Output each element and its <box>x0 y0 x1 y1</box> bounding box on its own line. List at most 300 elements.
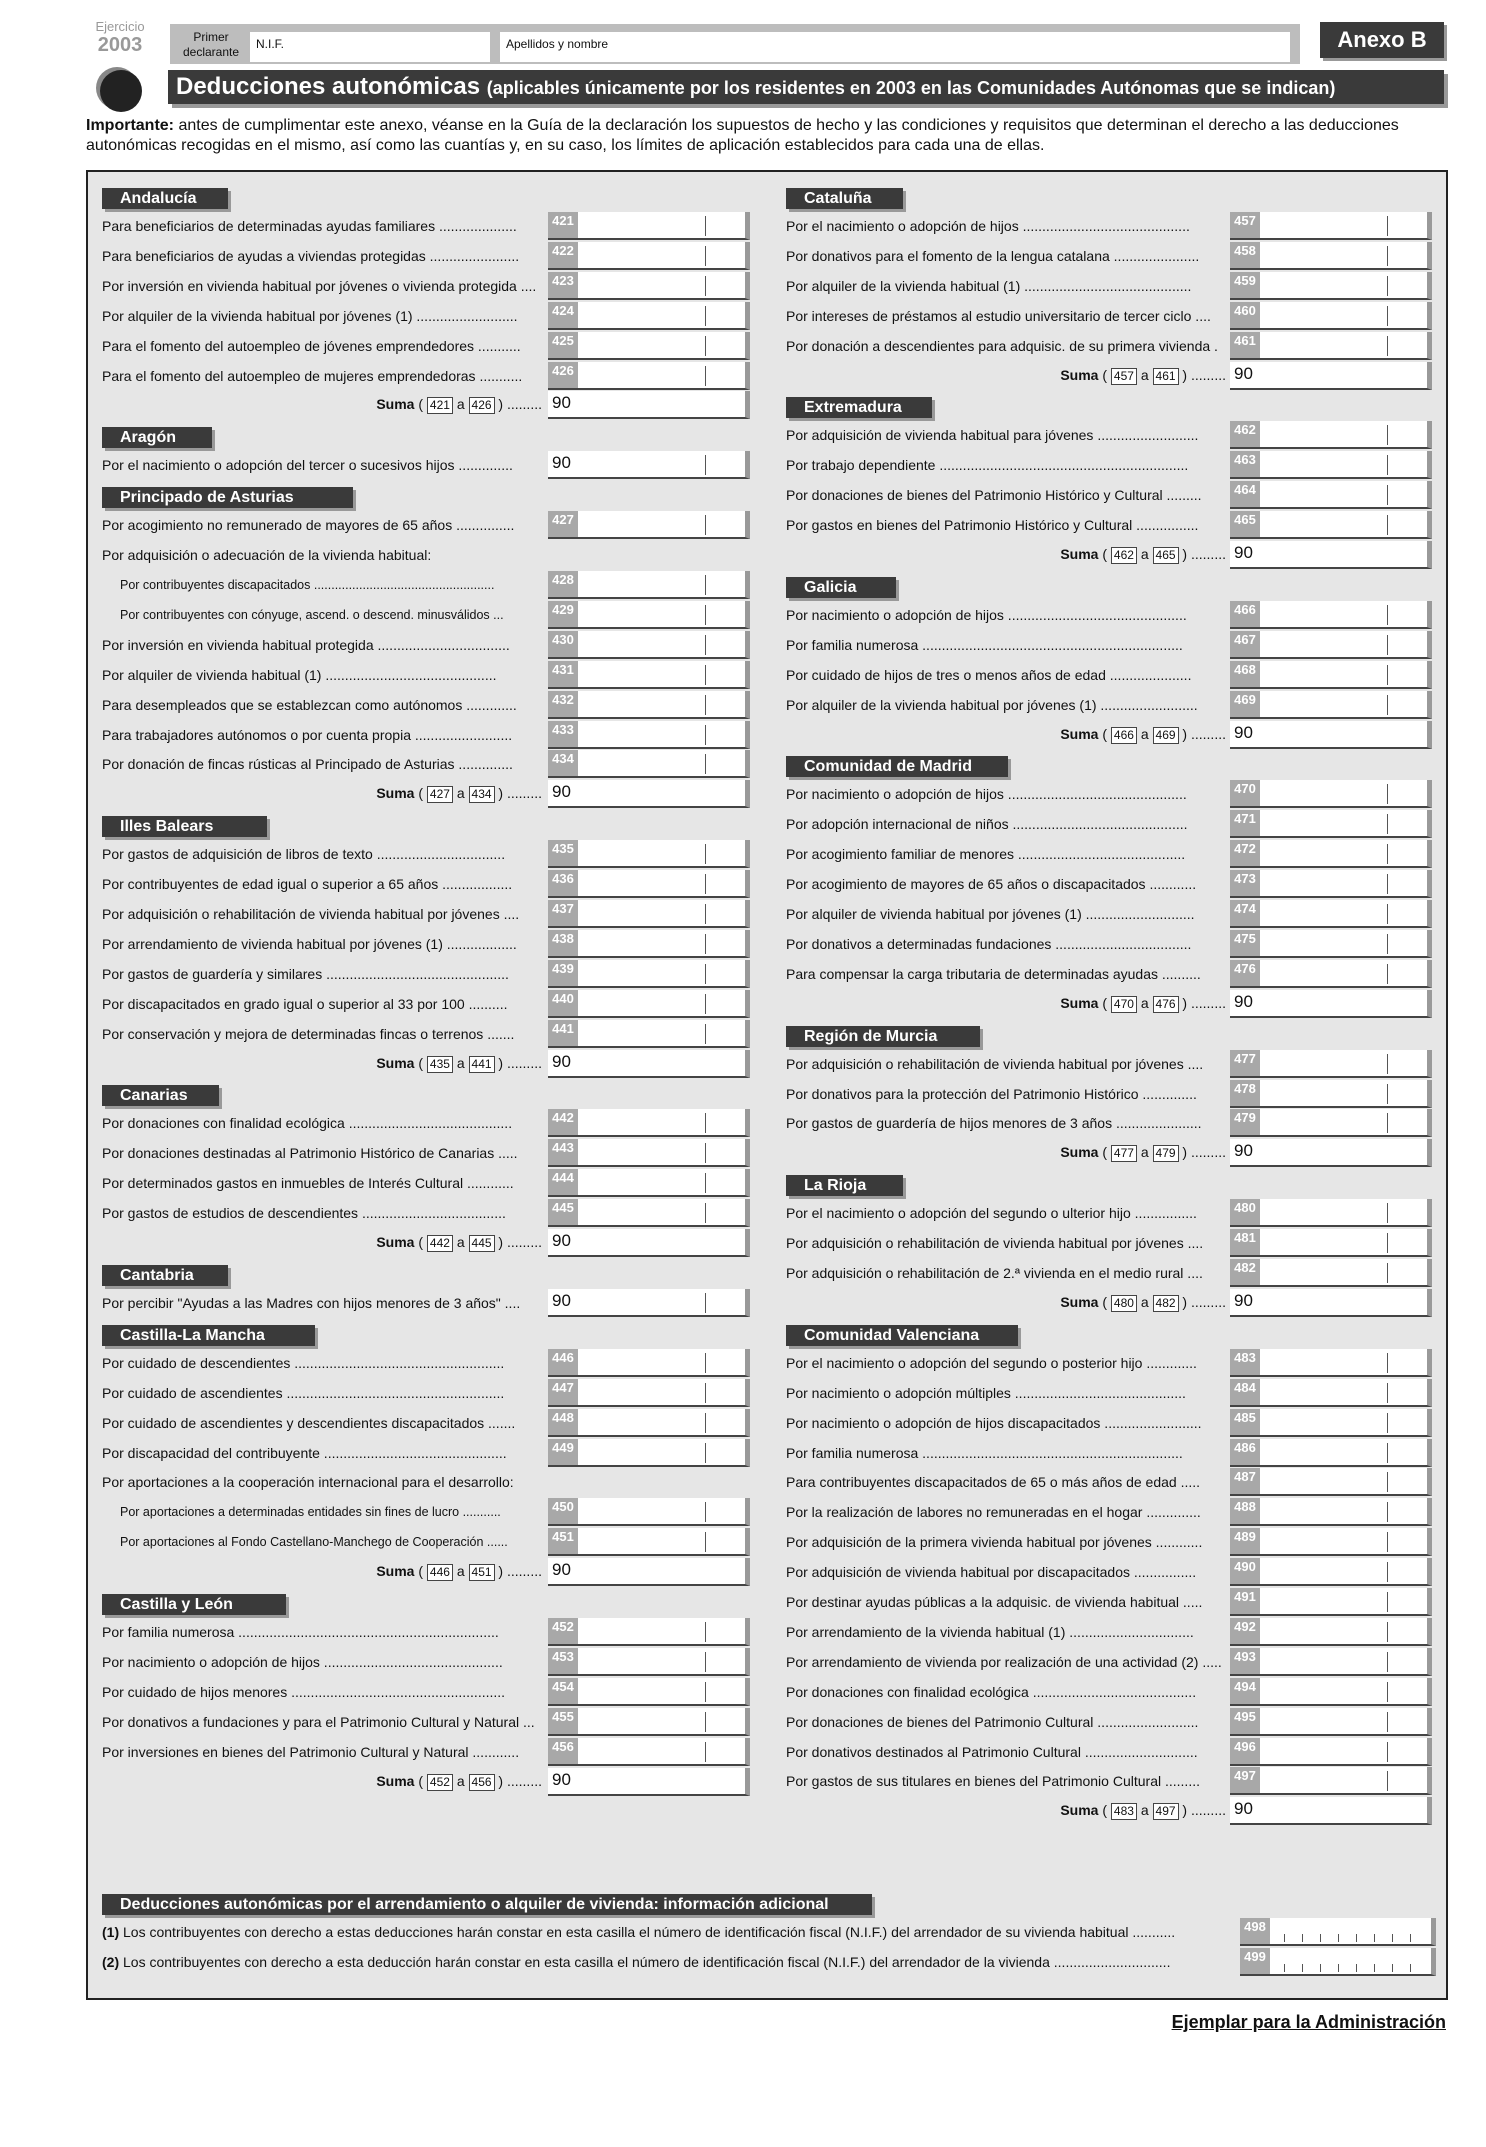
box-code-471: 471 <box>1230 810 1260 836</box>
suma-value: 90 <box>1234 722 1253 742</box>
nif-arrendador-box-499[interactable] <box>1240 1948 1436 1976</box>
box-separator <box>705 366 706 386</box>
row-label: Por donaciones de bienes del Patrimonio Histórico y Cultural ......... <box>786 487 1202 504</box>
box-code-470: 470 <box>1230 780 1260 806</box>
box-separator <box>705 635 706 655</box>
box-code-462: 462 <box>1230 421 1260 447</box>
anexo-badge: Anexo B <box>1320 22 1444 58</box>
entry-box-487[interactable] <box>1230 1468 1432 1496</box>
box-separator <box>1387 306 1388 326</box>
section-comunidad-de-madrid: Comunidad de Madrid <box>786 756 1008 777</box>
suma-box[interactable] <box>1230 541 1432 569</box>
entry-box-443[interactable] <box>548 1139 750 1167</box>
box-separator <box>1387 1592 1388 1612</box>
nif-digit-tick <box>1302 1934 1303 1942</box>
suma-box[interactable] <box>548 1768 750 1796</box>
adicional-text: Los contribuyentes con derecho a esta deducción harán constar en esta casilla el número de identificación fiscal (N.I.F.) del arrendador de la vivienda .............................. <box>123 1954 1171 1970</box>
entry-box-459[interactable] <box>1230 272 1432 300</box>
entry-box-451[interactable] <box>548 1528 750 1556</box>
entry-box-482[interactable] <box>1230 1259 1432 1287</box>
entry-box-467[interactable] <box>1230 631 1432 659</box>
box-separator <box>1387 605 1388 625</box>
box-separator <box>1387 1532 1388 1552</box>
row-label: Por el nacimiento o adopción del segundo o posterior hijo ............. <box>786 1354 1197 1371</box>
entry-box-425[interactable] <box>548 332 750 360</box>
nif-field[interactable] <box>250 32 490 62</box>
entry-box-462[interactable] <box>1230 421 1432 449</box>
box-separator <box>705 1143 706 1163</box>
box-separator <box>705 1742 706 1762</box>
box-code-429: 429 <box>548 601 578 627</box>
nif-digit-tick <box>1410 1934 1411 1942</box>
suma-from-code: 457 <box>1111 368 1137 385</box>
box-code-439: 439 <box>548 960 578 986</box>
box-separator <box>1387 784 1388 804</box>
box-separator <box>705 1383 706 1403</box>
suma-label: Suma <box>376 1563 415 1580</box>
row-label: Por familia numerosa ................................................................... <box>786 1444 1183 1461</box>
suma-value: 90 <box>1234 1799 1253 1819</box>
apellidos-field[interactable] <box>500 32 1290 62</box>
row-label: Por gastos de sus titulares en bienes del Patrimonio Cultural ......... <box>786 1773 1200 1790</box>
entry-box-472[interactable] <box>1230 840 1432 868</box>
suma-box[interactable] <box>548 1229 750 1257</box>
box-code-485: 485 <box>1230 1409 1260 1435</box>
box-code-426: 426 <box>548 362 578 388</box>
entry-box-439[interactable] <box>548 960 750 988</box>
suma-value: 90 <box>552 782 571 802</box>
suma-from-code: 442 <box>427 1235 453 1252</box>
suma-box[interactable] <box>548 780 750 808</box>
row-label: Por destinar ayudas públicas a la adquisic. de vivienda habitual ..... <box>786 1594 1203 1610</box>
row-label: Para beneficiarios de determinadas ayudas familiares .................... <box>102 218 517 234</box>
suma-box[interactable] <box>1230 1139 1432 1167</box>
box-code-457: 457 <box>1230 212 1260 238</box>
box-separator <box>705 1443 706 1463</box>
nif-digit-tick <box>1320 1934 1321 1942</box>
box-code-488: 488 <box>1230 1498 1260 1524</box>
row-label: Por inversión en vivienda habitual por jóvenes o vivienda protegida .... <box>102 277 537 294</box>
suma-to-code: 461 <box>1153 368 1179 385</box>
suma-from-code: 477 <box>1111 1145 1137 1162</box>
entry-box-454[interactable] <box>548 1678 750 1706</box>
box-code-497: 497 <box>1230 1767 1260 1793</box>
entry-box-486[interactable] <box>1230 1439 1432 1467</box>
box-separator <box>1387 1562 1388 1582</box>
section-illes-balears: Illes Balears <box>102 816 267 837</box>
row-label: Por adquisición de vivienda habitual por discapacitados ................ <box>786 1564 1197 1581</box>
entry-box-441[interactable] <box>548 1020 750 1048</box>
entry-box-474[interactable] <box>1230 900 1432 928</box>
entry-box-476[interactable] <box>1230 960 1432 988</box>
suma-value: 90 <box>552 1051 571 1071</box>
entry-box-450[interactable] <box>548 1498 750 1526</box>
nif-label: N.I.F. <box>256 37 285 51</box>
suma-a: a <box>1140 366 1149 383</box>
box-separator <box>1387 695 1388 715</box>
entry-box-429[interactable] <box>548 601 750 629</box>
entry-box-492[interactable] <box>1230 1618 1432 1646</box>
entry-box-464[interactable] <box>1230 481 1432 509</box>
entry-box-455[interactable] <box>548 1708 750 1736</box>
entry-box-461[interactable] <box>1230 332 1432 360</box>
box-code-424: 424 <box>548 302 578 328</box>
entry-box-473[interactable] <box>1230 870 1432 898</box>
suma-box[interactable] <box>1230 362 1432 390</box>
entry-box-435[interactable] <box>548 840 750 868</box>
suma-row: Suma ( 483 a 497 ) ......... <box>1060 1802 1226 1819</box>
entry-box-446[interactable] <box>548 1349 750 1377</box>
row-label: Por aportaciones al Fondo Castellano-Manchego de Cooperación ...... <box>120 1535 508 1550</box>
entry-box-424[interactable] <box>548 302 750 330</box>
entry-box-438[interactable] <box>548 930 750 958</box>
suma-box[interactable] <box>1230 1797 1432 1825</box>
row-label: Por donativos para la protección del Patrimonio Histórico .............. <box>786 1085 1197 1102</box>
suma-box[interactable] <box>1230 721 1432 749</box>
box-code-483: 483 <box>1230 1349 1260 1375</box>
suma-from-code: 466 <box>1111 727 1137 744</box>
box-separator <box>705 336 706 356</box>
entry-box-495[interactable] <box>1230 1708 1432 1736</box>
suma-from-code: 427 <box>427 786 453 803</box>
box-separator <box>1387 246 1388 266</box>
entry-box-490[interactable] <box>1230 1558 1432 1586</box>
box-separator <box>705 695 706 715</box>
entry-box-478[interactable] <box>1230 1080 1432 1108</box>
box-separator <box>1387 814 1388 834</box>
box-value: 90 <box>552 1290 571 1310</box>
box-code-458: 458 <box>1230 242 1260 268</box>
entry-box-449[interactable] <box>548 1439 750 1467</box>
suma-a: a <box>456 1234 465 1250</box>
row-label: Por determinados gastos en inmuebles de Interés Cultural ............ <box>102 1175 514 1192</box>
entry-box-427[interactable] <box>548 511 750 539</box>
suma-a: a <box>1140 1802 1149 1819</box>
box-code-490: 490 <box>1230 1558 1260 1584</box>
suma-to-code: 451 <box>469 1564 495 1581</box>
box-separator <box>1387 665 1388 685</box>
box-separator <box>705 1024 706 1044</box>
row-label: Por discapacitados en grado igual o superior al 33 por 100 .......... <box>102 995 508 1012</box>
box-code-478: 478 <box>1230 1080 1260 1106</box>
nif-arrendador-box-498[interactable] <box>1240 1918 1436 1946</box>
box-code-476: 476 <box>1230 960 1260 986</box>
box-separator <box>1387 1742 1388 1762</box>
suma-from-code: 435 <box>427 1056 453 1073</box>
entry-box-value[interactable] <box>548 451 750 479</box>
box-code-450: 450 <box>548 1498 578 1524</box>
row-label: Por cuidado de ascendientes ........................................................ <box>102 1384 505 1401</box>
nif-digit-tick <box>1284 1934 1285 1942</box>
box-separator <box>705 844 706 864</box>
suma-label: Suma <box>376 396 415 413</box>
row-label: Por conservación y mejora de determinadas fincas o terrenos ....... <box>102 1025 515 1042</box>
box-code-468: 468 <box>1230 661 1260 687</box>
entry-box-485[interactable] <box>1230 1409 1432 1437</box>
box-code-479: 479 <box>1230 1109 1260 1135</box>
box-separator <box>1387 336 1388 356</box>
entry-box-457[interactable] <box>1230 212 1432 240</box>
row-label: Por cuidado de descendientes ...................................................... <box>102 1354 505 1371</box>
box-separator <box>1387 1443 1388 1463</box>
entry-box-431[interactable] <box>548 661 750 689</box>
suma-row: Suma ( 477 a 479 ) ......... <box>1060 1144 1226 1161</box>
suma-row: Suma ( 442 a 445 ) ......... <box>376 1234 542 1250</box>
suma-to-code: 482 <box>1153 1295 1179 1312</box>
box-separator <box>1387 515 1388 535</box>
box-code-431: 431 <box>548 661 578 687</box>
row-label: Por gastos de adquisición de libros de texto ................................. <box>102 846 506 863</box>
suma-box[interactable] <box>548 1558 750 1586</box>
row-label: Para el fomento del autoempleo de mujeres emprendedoras ........... <box>102 367 523 384</box>
box-separator <box>1387 904 1388 924</box>
suma-value: 90 <box>552 1231 571 1250</box>
box-code-480: 480 <box>1230 1199 1260 1225</box>
box-code-453: 453 <box>548 1648 578 1674</box>
row-label: Por donativos destinados al Patrimonio Cultural ............................. <box>786 1743 1198 1760</box>
entry-box-494[interactable] <box>1230 1678 1432 1706</box>
entry-box-466[interactable] <box>1230 601 1432 629</box>
box-separator <box>1387 1712 1388 1732</box>
suma-to-code: 445 <box>469 1235 495 1252</box>
section-adicional: Deducciones autonómicas por el arrendamiento o alquiler de vivienda: información adicional <box>102 1894 872 1915</box>
section-principado-de-asturias: Principado de Asturias <box>102 487 353 508</box>
row-label: Por nacimiento o adopción múltiples ............................................ <box>786 1384 1186 1401</box>
row-label: Por contribuyentes de edad igual o superior a 65 años .................. <box>102 876 513 893</box>
row-label: Por adquisición de la primera vivienda habitual por jóvenes ............ <box>786 1534 1203 1551</box>
entry-box-448[interactable] <box>548 1409 750 1437</box>
box-code-443: 443 <box>548 1139 578 1165</box>
entry-box-444[interactable] <box>548 1169 750 1197</box>
entry-box-496[interactable] <box>1230 1738 1432 1766</box>
box-code-496: 496 <box>1230 1738 1260 1764</box>
section-canarias: Canarias <box>102 1085 219 1106</box>
suma-label: Suma <box>1060 994 1099 1011</box>
box-code-438: 438 <box>548 930 578 956</box>
box-separator <box>1387 874 1388 894</box>
suma-box[interactable] <box>548 391 750 419</box>
box-separator <box>1387 1502 1388 1522</box>
box-separator <box>1387 216 1388 236</box>
section-cantabria: Cantabria <box>102 1265 228 1286</box>
entry-box-463[interactable] <box>1230 451 1432 479</box>
entry-box-442[interactable] <box>548 1109 750 1137</box>
suma-row: Suma ( 466 a 469 ) ......... <box>1060 725 1226 742</box>
entry-box-436[interactable] <box>548 870 750 898</box>
suma-to-code: 476 <box>1153 996 1179 1013</box>
entry-box-479[interactable] <box>1230 1109 1432 1137</box>
entry-box-484[interactable] <box>1230 1379 1432 1407</box>
entry-box-434[interactable] <box>548 750 750 778</box>
entry-box-433[interactable] <box>548 721 750 749</box>
section-andalucia: Andalucía <box>102 188 228 209</box>
box-code-481: 481 <box>1230 1229 1260 1255</box>
box-separator <box>705 1652 706 1672</box>
nif-digit-tick <box>1392 1934 1393 1942</box>
suma-label: Suma <box>1060 366 1099 383</box>
row-label: Por donaciones con finalidad ecológica .......................................... <box>786 1683 1197 1700</box>
box-separator <box>1387 1113 1388 1133</box>
entry-box-440[interactable] <box>548 990 750 1018</box>
entry-box-468[interactable] <box>1230 661 1432 689</box>
suma-value: 90 <box>1234 1141 1253 1161</box>
suma-a: a <box>456 1772 465 1789</box>
row-label: Por familia numerosa ................................................................... <box>786 636 1183 653</box>
entry-box-477[interactable] <box>1230 1050 1432 1078</box>
box-separator <box>705 1622 706 1642</box>
box-code-441: 441 <box>548 1020 578 1046</box>
suma-a: a <box>1140 994 1149 1011</box>
entry-box-489[interactable] <box>1230 1528 1432 1556</box>
suma-value: 90 <box>1234 991 1253 1011</box>
box-separator <box>705 964 706 984</box>
entry-box-497[interactable] <box>1230 1767 1432 1795</box>
suma-row: Suma ( 427 a 434 ) ......... <box>376 785 542 802</box>
entry-box-value[interactable] <box>548 1289 750 1317</box>
entry-box-432[interactable] <box>548 691 750 719</box>
entry-box-452[interactable] <box>548 1618 750 1646</box>
box-code-436: 436 <box>548 870 578 896</box>
box-separator <box>1387 1084 1388 1104</box>
box-code-461: 461 <box>1230 332 1260 358</box>
box-separator <box>705 1682 706 1702</box>
suma-row: Suma ( 480 a 482 ) ......... <box>1060 1293 1226 1310</box>
suma-value: 90 <box>1234 1290 1253 1310</box>
row-label: Por donativos para el fomento de la lengua catalana ...................... <box>786 247 1200 264</box>
suma-a: a <box>1140 1293 1149 1310</box>
box-code-430: 430 <box>548 631 578 657</box>
row-label: Por donación de fincas rústicas al Principado de Asturias .............. <box>102 756 513 773</box>
entry-box-430[interactable] <box>548 631 750 659</box>
row-label: Por donativos a fundaciones y para el Patrimonio Cultural y Natural ... <box>102 1713 535 1730</box>
row-label: Por alquiler de la vivienda habitual por jóvenes (1) .......................... <box>102 307 518 324</box>
nif-digit-tick <box>1284 1964 1285 1972</box>
suma-a: a <box>456 785 465 802</box>
entry-box-456[interactable] <box>548 1738 750 1766</box>
row-label: Por gastos de guardería y similares ............................................... <box>102 965 509 982</box>
box-code-482: 482 <box>1230 1259 1260 1285</box>
entry-box-421[interactable] <box>548 212 750 240</box>
row-label: Para beneficiarios de ayudas a viviendas protegidas ....................... <box>102 247 520 264</box>
suma-value: 90 <box>552 1769 571 1789</box>
row-label: Por cuidado de hijos de tres o menos años de edad ..................... <box>786 666 1192 683</box>
suma-from-code: 480 <box>1111 1295 1137 1312</box>
entry-box-447[interactable] <box>548 1379 750 1407</box>
suma-from-code: 483 <box>1111 1803 1137 1820</box>
suma-row: Suma ( 421 a 426 ) ......... <box>376 396 542 413</box>
suma-box[interactable] <box>1230 1289 1432 1317</box>
entry-box-437[interactable] <box>548 900 750 928</box>
suma-to-code: 434 <box>469 786 495 803</box>
box-code-463: 463 <box>1230 451 1260 477</box>
suma-to-code: 426 <box>469 397 495 414</box>
entry-box-471[interactable] <box>1230 810 1432 838</box>
entry-box-445[interactable] <box>548 1199 750 1227</box>
entry-box-483[interactable] <box>1230 1349 1432 1377</box>
suma-box[interactable] <box>548 1050 750 1078</box>
section-la-rioja: La Rioja <box>786 1175 903 1196</box>
row-label: Por gastos de estudios de descendientes ..................................... <box>102 1205 506 1222</box>
adicional-row-label <box>102 1922 1232 1942</box>
row-label: Para contribuyentes discapacitados de 65 o más años de edad ..... <box>786 1474 1201 1491</box>
nif-digit-tick <box>1356 1964 1357 1972</box>
box-code-432: 432 <box>548 691 578 717</box>
row-label: Por arrendamiento de vivienda por realización de una actividad (2) ..... <box>786 1653 1222 1670</box>
entry-box-465[interactable] <box>1230 511 1432 539</box>
entry-box-453[interactable] <box>548 1648 750 1676</box>
box-code-487: 487 <box>1230 1468 1260 1494</box>
suma-value: 90 <box>552 393 571 413</box>
ejercicio-label <box>86 20 154 56</box>
row-label: Por trabajo dependiente ................................................................ <box>786 457 1189 474</box>
box-separator <box>705 1113 706 1133</box>
row-label: Por donación a descendientes para adquisic. de su primera vivienda . <box>786 337 1218 354</box>
nif-digit-tick <box>1374 1934 1375 1942</box>
box-separator <box>1387 425 1388 445</box>
row-label: Por donativos a determinadas fundaciones ................................... <box>786 935 1192 952</box>
suma-label: Suma <box>1060 725 1099 742</box>
ejercicio-year: 2003 <box>97 34 143 56</box>
row-label: Por alquiler de vivienda habitual por jóvenes (1) ............................ <box>786 906 1195 922</box>
box-code-477: 477 <box>1230 1050 1260 1076</box>
box-separator <box>705 904 706 924</box>
row-label: Por adquisición o rehabilitación de vivienda habitual por jóvenes .... <box>786 1055 1204 1072</box>
title-bar <box>168 70 1444 104</box>
page-title: Deducciones autonómicas <box>176 73 481 100</box>
entry-box-480[interactable] <box>1230 1199 1432 1227</box>
entry-box-423[interactable] <box>548 272 750 300</box>
ejercicio-word: Ejercicio <box>95 19 145 34</box>
row-label: Por nacimiento o adopción de hijos .............................................. <box>102 1653 503 1670</box>
box-code-449: 449 <box>548 1439 578 1465</box>
entry-box-470[interactable] <box>1230 780 1432 808</box>
suma-value: 90 <box>552 1560 571 1580</box>
box-value: 90 <box>552 453 571 473</box>
importante-note <box>86 116 1456 156</box>
suma-from-code: 452 <box>427 1774 453 1791</box>
suma-row: Suma ( 446 a 451 ) ......... <box>376 1563 542 1580</box>
section-comunidad-valenciana: Comunidad Valenciana <box>786 1325 1018 1346</box>
entry-box-460[interactable] <box>1230 302 1432 330</box>
entry-box-422[interactable] <box>548 242 750 270</box>
row-label: Por donaciones destinadas al Patrimonio Histórico de Canarias ..... <box>102 1145 518 1162</box>
entry-box-481[interactable] <box>1230 1229 1432 1257</box>
suma-label: Suma <box>1060 546 1099 562</box>
entry-box-426[interactable] <box>548 362 750 390</box>
box-code-423: 423 <box>548 272 578 298</box>
entry-box-469[interactable] <box>1230 691 1432 719</box>
box-separator <box>1387 276 1388 296</box>
primer-declarante-label: Primer declarante <box>182 30 240 59</box>
entry-box-475[interactable] <box>1230 930 1432 958</box>
box-code-428: 428 <box>548 571 578 597</box>
box-separator <box>1387 844 1388 864</box>
entry-box-428[interactable] <box>548 571 750 599</box>
row-label: Por cuidado de ascendientes y descendientes discapacitados ....... <box>102 1414 516 1431</box>
box-separator <box>705 1712 706 1732</box>
entry-box-458[interactable] <box>1230 242 1432 270</box>
suma-box[interactable] <box>1230 990 1432 1018</box>
entry-box-493[interactable] <box>1230 1648 1432 1676</box>
apellidos-label: Apellidos y nombre <box>506 37 609 51</box>
entry-box-488[interactable] <box>1230 1498 1432 1526</box>
box-separator <box>1387 1472 1388 1492</box>
row-label: Por adopción internacional de niños ............................................. <box>786 816 1188 833</box>
section-galicia: Galicia <box>786 577 896 598</box>
box-code-467: 467 <box>1230 631 1260 657</box>
row-label: Por donaciones de bienes del Patrimonio Cultural .......................... <box>786 1713 1199 1730</box>
entry-box-491[interactable] <box>1230 1588 1432 1616</box>
